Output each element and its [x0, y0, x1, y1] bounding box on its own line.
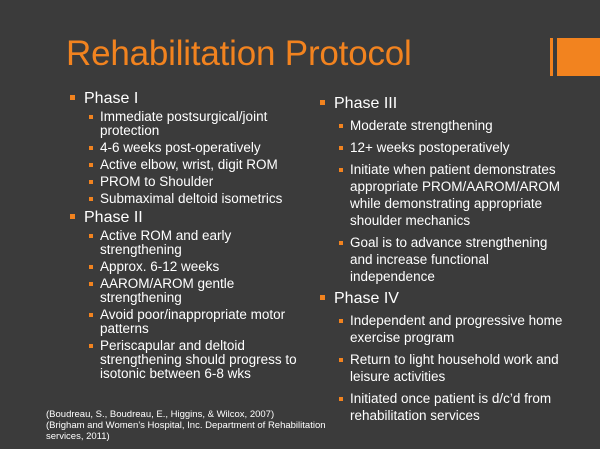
- reference-citation: (Brigham and Women’s Hospital, Inc. Department of Rehabilitation services, 2011): [46, 420, 326, 442]
- list-item-text: Active ROM and early strengthening: [100, 228, 232, 257]
- left-column: [70, 90, 300, 384]
- phase-label: Phase I: [84, 90, 139, 107]
- list-item-text: Avoid poor/inappropriate motor patterns: [100, 307, 286, 336]
- list-item-text: Approx. 6-12 weeks: [100, 259, 220, 274]
- slide-title: Rehabilitation Protocol: [66, 34, 412, 73]
- list-item: [70, 260, 300, 274]
- list-item-text: Moderate strengthening: [350, 118, 493, 133]
- list-item-text: Initiate when patient demonstrates appropriate PROM/AAROM/AROM while demonstrating appropriate shoulder mechanics: [350, 162, 561, 228]
- bullet-icon: [89, 265, 93, 269]
- list-item: [320, 234, 570, 285]
- list-item-text: Initiated once patient is d/c’d from rehabilitation services: [350, 391, 552, 423]
- phase-heading: [70, 209, 300, 227]
- list-item-text: Goal is to advance strengthening and increase functional independence: [350, 235, 548, 284]
- bullet-icon: [89, 197, 93, 201]
- phase-heading: [320, 290, 570, 308]
- bullet-icon: [89, 282, 93, 286]
- list-item: [70, 277, 300, 305]
- list-item-text: Submaximal deltoid isometrics: [100, 191, 283, 206]
- list-item: [70, 229, 300, 257]
- bullet-icon: [70, 214, 75, 219]
- bullet-icon: [339, 241, 343, 245]
- phase-heading: [70, 90, 300, 108]
- list-item-text: AAROM/AROM gentle strengthening: [100, 276, 235, 305]
- list-item-text: Active elbow, wrist, digit ROM: [100, 157, 278, 172]
- phase-label: Phase IV: [334, 290, 399, 307]
- list-item-text: PROM to Shoulder: [100, 174, 214, 189]
- phase-label: Phase III: [334, 95, 398, 112]
- list-item: [70, 110, 300, 138]
- phase-heading: [320, 95, 570, 113]
- bullet-icon: [70, 95, 75, 100]
- bullet-icon: [89, 146, 93, 150]
- references: [46, 409, 336, 442]
- bullet-icon: [320, 295, 325, 300]
- bullet-icon: [89, 115, 93, 119]
- list-item: [320, 390, 570, 424]
- list-item-text: Immediate postsurgical/joint protection: [100, 109, 268, 138]
- list-item-text: 4-6 weeks post-operatively: [100, 140, 261, 155]
- list-item: [70, 141, 300, 155]
- bullet-icon: [89, 313, 93, 317]
- list-item-text: Return to light household work and leisure activities: [350, 352, 559, 384]
- list-item: [70, 175, 300, 189]
- list-item: [320, 161, 570, 229]
- list-item-text: 12+ weeks postoperatively: [350, 140, 510, 155]
- phase-label: Phase II: [84, 209, 143, 226]
- bullet-icon: [339, 358, 343, 362]
- list-item: [70, 339, 300, 381]
- bullet-icon: [89, 180, 93, 184]
- list-item: [320, 139, 570, 156]
- accent-bar: [557, 38, 600, 76]
- bullet-icon: [339, 168, 343, 172]
- bullet-icon: [339, 146, 343, 150]
- list-item: [70, 308, 300, 336]
- bullet-icon: [89, 163, 93, 167]
- right-column: [320, 95, 570, 429]
- accent-line: [550, 38, 553, 76]
- list-item: [320, 117, 570, 134]
- list-item: [320, 351, 570, 385]
- bullet-icon: [339, 397, 343, 401]
- list-item-text: Periscapular and deltoid strengthening should progress to isotonic between 6-8 wks: [100, 338, 297, 381]
- reference-citation: (Boudreau, S., Boudreau, E., Higgins, & Wilcox, 2007): [46, 409, 275, 420]
- bullet-icon: [339, 319, 343, 323]
- bullet-icon: [339, 124, 343, 128]
- bullet-icon: [89, 344, 93, 348]
- bullet-icon: [320, 100, 325, 105]
- list-item: [70, 192, 300, 206]
- list-item: [70, 158, 300, 172]
- bullet-icon: [89, 234, 93, 238]
- list-item-text: Independent and progressive home exercise program: [350, 313, 563, 345]
- list-item: [320, 312, 570, 346]
